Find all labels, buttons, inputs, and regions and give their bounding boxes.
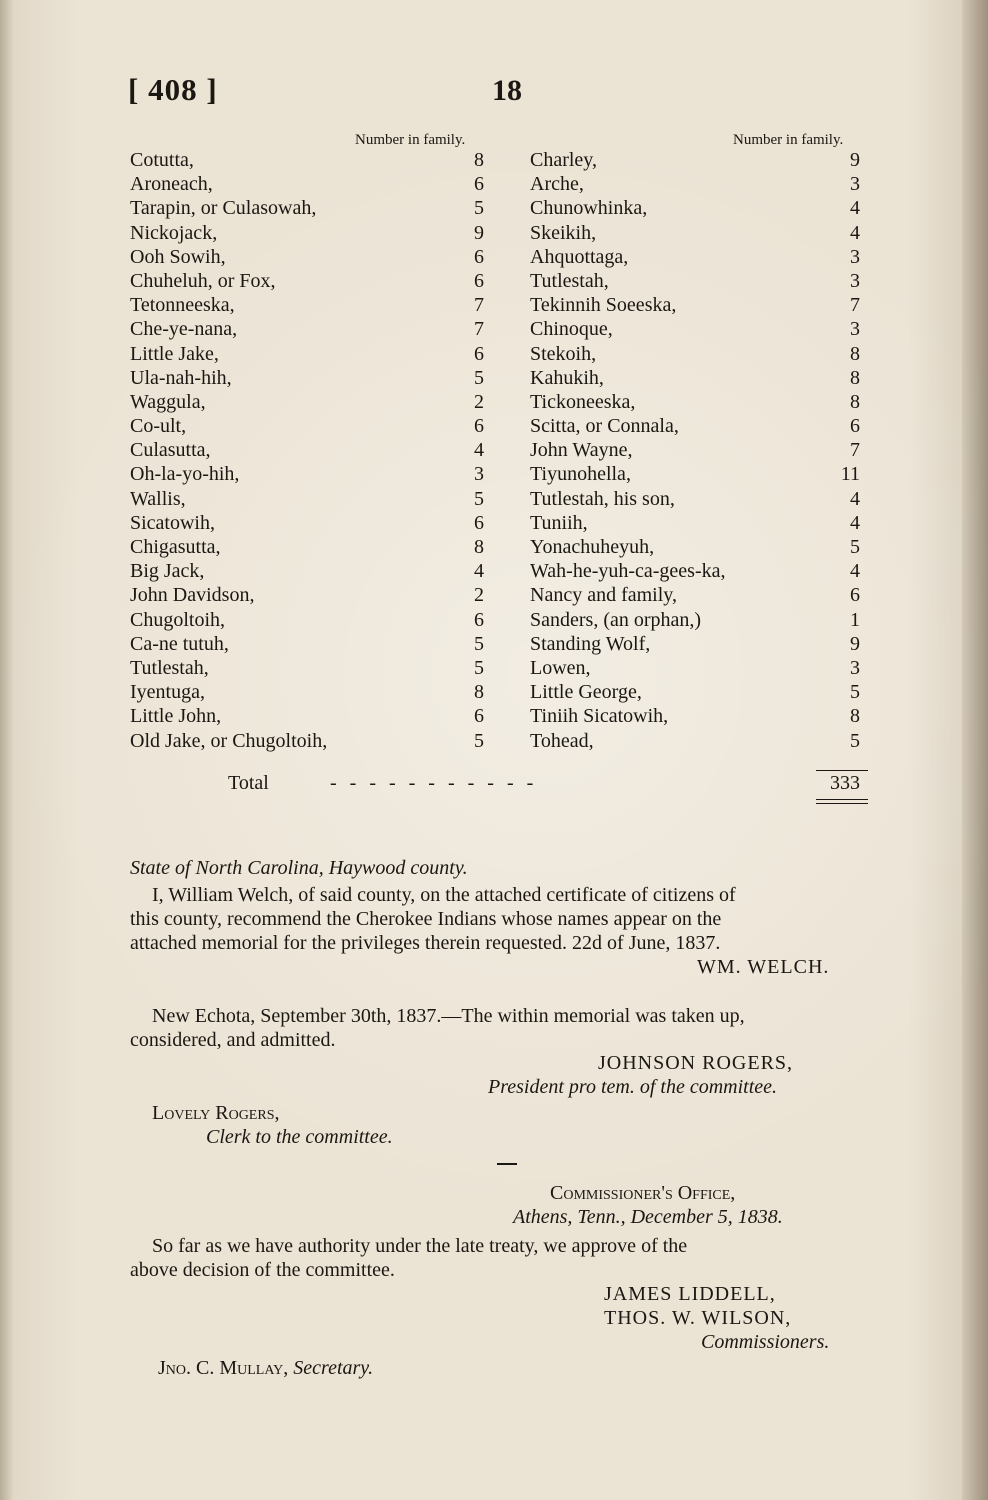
left-count: 3: [474, 463, 484, 486]
echota-line-2: considered, and admitted.: [130, 1029, 336, 1051]
right-name: Little George,: [530, 681, 642, 704]
right-count: 7: [850, 439, 860, 462]
left-name: Little John,: [130, 705, 222, 728]
left-count: 8: [474, 681, 484, 704]
left-name: Ca-ne tutuh,: [130, 632, 229, 655]
right-count: 9: [850, 632, 860, 655]
left-name: Chugoltoih,: [130, 608, 226, 631]
table-row: [130, 317, 890, 341]
table-row: [130, 390, 890, 414]
right-count: 3: [850, 656, 860, 679]
left-count: 6: [474, 173, 484, 196]
welch-signature: WM. WELCH.: [697, 956, 830, 978]
bracket-page-number: [ 408 ]: [128, 72, 218, 107]
right-name: Sanders, (an orphan,): [530, 608, 702, 631]
right-name: Scitta, or Connala,: [530, 415, 679, 438]
table-row: [130, 656, 890, 680]
left-name: Old Jake, or Chugoltoih,: [130, 729, 328, 752]
right-count: 4: [850, 197, 860, 220]
left-name: Aroneach,: [130, 173, 213, 196]
total-value: 333: [830, 772, 860, 794]
right-count: 3: [850, 318, 860, 341]
secretary-line: [158, 1357, 373, 1380]
left-count: 5: [474, 729, 484, 752]
approve-line-1: So far as we have authority under the late treaty, we approve of the: [152, 1235, 688, 1257]
right-count: 1: [850, 608, 860, 631]
commissioner-1-signature: JAMES LIDDELL,: [604, 1283, 776, 1305]
table-row: [130, 221, 890, 245]
right-name: Charley,: [530, 149, 598, 171]
right-name: Tekinnih Soeeska,: [530, 294, 677, 317]
table-row: [130, 269, 890, 293]
right-name: Wah-he-yuh-ca-gees-ka,: [530, 560, 726, 583]
right-name: Kahukih,: [530, 366, 604, 389]
office-date: Athens, Tenn., December 5, 1838.: [513, 1206, 783, 1228]
right-name: Tutlestah, his son,: [530, 487, 675, 510]
rogers-signature: JOHNSON ROGERS,: [598, 1052, 794, 1074]
table-row: [130, 535, 890, 559]
right-count: 4: [850, 511, 860, 534]
welch-line-2: this county, recommend the Cherokee Indians whose names appear on the: [130, 908, 722, 930]
left-name: Culasutta,: [130, 439, 211, 462]
section-divider: [497, 1163, 517, 1165]
right-count: 3: [850, 269, 860, 292]
state-line: State of North Carolina, Haywood county.: [130, 857, 468, 879]
table-row: [130, 366, 890, 390]
table-row: [130, 729, 890, 753]
left-name: John Davidson,: [130, 584, 255, 607]
left-count: 6: [474, 511, 484, 534]
right-name: Arche,: [530, 173, 584, 196]
commissioner-2-signature: THOS. W. WILSON,: [604, 1307, 792, 1329]
commissioners-title: Commissioners.: [701, 1331, 830, 1353]
table-row: [130, 245, 890, 269]
table-row: [130, 487, 890, 511]
right-name: Yonachuheyuh,: [530, 536, 655, 558]
right-name: Lowen,: [530, 656, 591, 679]
left-count: 6: [474, 269, 484, 292]
left-count: 6: [474, 415, 484, 438]
right-count: 3: [850, 173, 860, 196]
left-count: 6: [474, 705, 484, 728]
table-row: [130, 414, 890, 438]
table-row: [130, 608, 890, 632]
secretary-name: Jno. C. Mullay,: [158, 1357, 289, 1379]
table-row: [130, 462, 890, 486]
rogers-title: President pro tem. of the committee.: [488, 1076, 778, 1098]
table-row: [130, 148, 890, 172]
total-leader-dashes: - - - - - - - - - - -: [330, 772, 538, 794]
left-count: 2: [474, 584, 484, 607]
family-table: [130, 148, 890, 753]
left-name: Wallis,: [130, 487, 186, 510]
left-name: Chuheluh, or Fox,: [130, 269, 276, 292]
right-count: 4: [850, 487, 860, 510]
secretary-title: Secretary.: [293, 1357, 374, 1379]
left-column-header: Number in family.: [355, 132, 466, 148]
right-count: 7: [850, 294, 860, 317]
right-name: Stekoih,: [530, 342, 597, 365]
left-count: 2: [474, 390, 484, 413]
left-name: Chigasutta,: [130, 536, 221, 558]
left-count: 7: [474, 318, 484, 341]
left-count: 5: [474, 366, 484, 389]
right-count: 5: [850, 536, 860, 558]
total-rule-top: [816, 770, 868, 771]
left-name: Sicatowih,: [130, 511, 215, 534]
office-heading: Commissioner's Office,: [550, 1182, 736, 1204]
left-name: Tarapin, or Culasowah,: [130, 197, 317, 220]
left-count: 9: [474, 221, 484, 244]
left-name: Iyentuga,: [130, 681, 205, 704]
right-name: Tiyunohella,: [530, 463, 631, 486]
total-rule-bottom-2: [816, 803, 868, 804]
approve-line-2: above decision of the committee.: [130, 1259, 395, 1281]
left-count: 4: [474, 560, 484, 583]
table-row: [130, 172, 890, 196]
left-name: Oh-la-yo-hih,: [130, 463, 240, 486]
right-name: John Wayne,: [530, 439, 633, 462]
right-count: 9: [850, 149, 860, 171]
table-row: [130, 583, 890, 607]
left-name: Co-ult,: [130, 415, 187, 438]
table-row: [130, 293, 890, 317]
total-rule-bottom-1: [816, 799, 868, 800]
left-name: Tutlestah,: [130, 656, 209, 679]
left-name: Waggula,: [130, 390, 206, 413]
right-name: Ahquottaga,: [530, 245, 629, 268]
echota-line-1: New Echota, September 30th, 1837.—The within memorial was taken up,: [152, 1005, 745, 1027]
welch-line-3: attached memorial for the privileges therein requested. 22d of June, 1837.: [130, 932, 721, 954]
right-count: 6: [850, 415, 860, 438]
table-row: [130, 680, 890, 704]
left-count: 4: [474, 439, 484, 462]
left-count: 8: [474, 149, 484, 171]
right-name: Tuniih,: [530, 511, 588, 534]
right-name: Skeikih,: [530, 221, 597, 244]
left-count: 5: [474, 197, 484, 220]
right-name: Tickoneeska,: [530, 390, 636, 413]
page-edge-right: [962, 0, 988, 1500]
left-name: Cotutta,: [130, 149, 194, 171]
left-name: Che-ye-nana,: [130, 318, 238, 341]
left-name: Big Jack,: [130, 560, 205, 583]
lovely-rogers-title: Clerk to the committee.: [206, 1126, 393, 1148]
right-count: 8: [850, 390, 860, 413]
right-count: 8: [850, 342, 860, 365]
right-count: 3: [850, 245, 860, 268]
table-row: [130, 559, 890, 583]
right-count: 4: [850, 560, 860, 583]
left-count: 7: [474, 294, 484, 317]
page-number: 18: [492, 74, 522, 107]
right-name: Tutlestah,: [530, 269, 609, 292]
table-row: [130, 704, 890, 728]
lovely-rogers-name: Lovely Rogers,: [152, 1102, 280, 1124]
left-count: 6: [474, 342, 484, 365]
total-row: [130, 772, 890, 798]
left-name: Ula-nah-hih,: [130, 366, 232, 389]
welch-line-1: I, William Welch, of said county, on the attached certificate of citizens of: [152, 884, 736, 906]
left-name: Little Jake,: [130, 342, 219, 365]
right-count: 4: [850, 221, 860, 244]
left-count: 6: [474, 608, 484, 631]
page-edge-left: [0, 0, 14, 1500]
left-count: 5: [474, 487, 484, 510]
right-name: Tiniih Sicatowih,: [530, 705, 669, 728]
left-count: 5: [474, 632, 484, 655]
right-name: Nancy and family,: [530, 584, 677, 607]
left-count: 6: [474, 245, 484, 268]
table-row: [130, 342, 890, 366]
right-count: 8: [850, 366, 860, 389]
right-count: 8: [850, 705, 860, 728]
left-name: Nickojack,: [130, 221, 218, 244]
right-name: Tohead,: [530, 729, 594, 752]
left-count: 8: [474, 536, 484, 558]
table-row: [130, 438, 890, 462]
total-label: Total: [228, 772, 269, 794]
right-count: 5: [850, 681, 860, 704]
right-name: Chunowhinka,: [530, 197, 648, 220]
right-count: 6: [850, 584, 860, 607]
left-name: Tetonneeska,: [130, 294, 235, 317]
right-name: Standing Wolf,: [530, 632, 651, 655]
table-row: [130, 511, 890, 535]
left-count: 5: [474, 656, 484, 679]
right-count: 11: [840, 463, 860, 486]
right-count: 5: [850, 729, 860, 752]
right-name: Chinoque,: [530, 318, 613, 341]
right-column-header: Number in family.: [733, 132, 844, 148]
table-row: [130, 196, 890, 220]
left-name: Ooh Sowih,: [130, 245, 226, 268]
table-row: [130, 632, 890, 656]
